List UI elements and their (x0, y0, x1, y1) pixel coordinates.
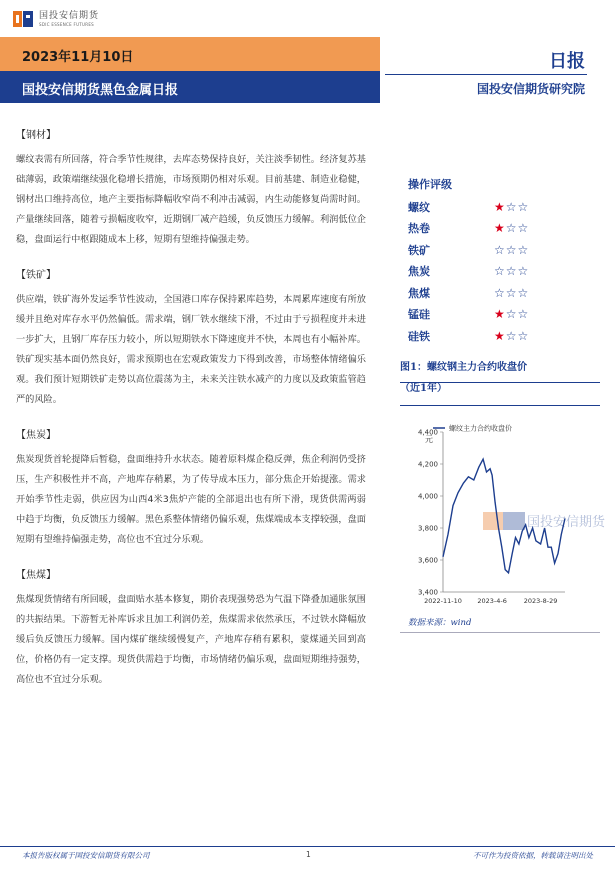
rating-title: 操作评级 (408, 178, 452, 191)
rating-row-iron-ore (408, 239, 583, 261)
data-source: 数据来源：wind (408, 618, 472, 628)
legend-label: 螺纹主力合约收盘价 (449, 424, 512, 433)
section-title: 【焦煤】 (16, 570, 56, 581)
section-body: 焦炭现货首轮提降后暂稳，盘面维持升水状态。随着原料煤企稳反弹，焦企利润仍受挤压，生产积极性并不高，产地库存稍累，为了传导成本压力，部分焦企开始提涨。需求开始季节性走弱，供应因为山西4米3焦炉产能的全部退出也有所下滑，现货供需两弱中趋于均衡，负反馈压力缓解。黑色系整体情绪仍偏乐观，焦煤端成本支撑较强，盘面短期有望维持偏强走势，高位也不宜过分乐观。 (16, 454, 366, 545)
section-coke (16, 426, 366, 550)
company-name-en: SDIC ESSENCE FUTURES (39, 21, 95, 27)
star-filled-icon: ★ (494, 199, 506, 214)
figure-caption-period: （近1年） (400, 383, 447, 394)
rating-name: 铁矿 (408, 243, 430, 257)
rating-stars (494, 329, 529, 343)
rating-name: 螺纹 (408, 200, 430, 214)
section-body: 焦煤现货情绪有所回暖，盘面贴水基本修复，期价表现强势恐为气温下降叠加通胀氛围的共振结果。下游暂无补库诉求且加工利润仍差，焦煤需求依然承压，不过铁水降幅放缓后负反馈压力缓解。国内煤矿继续缓慢复产，产地库存稍有累积，蒙煤通关回到高位，价格仍有一定支撑。现货供需趋于均衡，市场情绪仍偏乐观，盘面短期维持强势，高位也不宜过分乐观。 (16, 594, 366, 685)
source-divider (400, 632, 600, 633)
watermark-text: 国投安信期货 (527, 515, 606, 530)
star-empty-icon: ☆ (517, 264, 530, 279)
rating-stars (494, 243, 529, 257)
star-empty-icon: ☆ (505, 285, 518, 300)
rating-row-silicomanganese (408, 304, 583, 326)
institute-name: 国投安信期货研究院 (476, 82, 585, 96)
x-tick-label: 2023-8-29 (523, 597, 558, 605)
company-logo (12, 9, 99, 29)
star-empty-icon: ☆ (505, 242, 518, 257)
star-empty-icon: ☆ (517, 328, 530, 343)
star-empty-icon: ☆ (517, 285, 530, 300)
star-empty-icon: ☆ (517, 221, 530, 236)
chart-legend (433, 424, 512, 433)
section-title: 【钢材】 (16, 130, 56, 141)
section-body: 螺纹表需有所回落，符合季节性规律，去库态势保持良好，关注淡季韧性。经济复苏基础薄弱，政策端继续强化稳增长措施，市场预期仍相对乐观。目前基建、制造业稳健，钢材出口维持高位，地产主要指标降幅收窄尚不利冲击减弱，内生动能修复尚需时间。产量继续回落，随着亏损幅度收窄，近期钢厂减产趋缓，负反馈压力缓解。利润低位企稳，盘面运行中枢跟随成本上移，短期有望维持偏强走势。 (16, 154, 366, 245)
rating-name: 硅铁 (408, 329, 430, 343)
rebar-price-chart-svg (405, 412, 606, 612)
section-coking-coal (16, 566, 366, 690)
chart-watermark (483, 512, 606, 530)
rating-row-coke (408, 261, 583, 283)
report-subtitle: 国投安信期货黑色金属日报 (22, 83, 179, 98)
star-empty-icon: ☆ (517, 199, 530, 214)
star-empty-icon: ☆ (494, 242, 506, 257)
star-empty-icon: ☆ (505, 199, 518, 214)
page-number: 1 (306, 850, 311, 859)
footer-copyright: 本报告版权属于国投安信期货有限公司 (22, 851, 150, 860)
rebar-price-chart (405, 412, 606, 612)
y-tick-label: 3,400 (417, 588, 438, 597)
rating-name: 焦煤 (408, 286, 430, 300)
star-filled-icon: ★ (494, 221, 506, 236)
y-tick-label: 4,000 (417, 492, 438, 501)
rating-row-rebar (408, 196, 583, 218)
commentary-column (16, 126, 366, 706)
star-empty-icon: ☆ (494, 285, 506, 300)
rating-stars (494, 221, 529, 235)
section-body: 供应端，铁矿海外发运季节性波动，全国港口库存保持累库趋势，本周累库速度有所放缓并且绝对库存水平仍然偏低。需求端，钢厂铁水继续下滑，不过由于亏损程度并未进一步扩大，且钢厂库存压力较小，所以短期铁水下降速度并不快，本周也有小幅补库。铁矿现实基本面仍然良好，需求预期也在宏观政策发力下得到改善，市场整体情绪偏乐观。我们预计短期铁矿走势以高位震荡为主，未来关注铁水减产的力度以及政策监管趋严的风险。 (16, 294, 366, 405)
y-tick-label: 3,600 (417, 556, 438, 565)
rating-row-ferrosilicon (408, 325, 583, 347)
section-rebar (16, 126, 366, 250)
rating-stars (494, 286, 529, 300)
rating-row-coking-coal (408, 282, 583, 304)
x-tick-label: 2022-11-10 (424, 597, 462, 605)
star-empty-icon: ☆ (517, 242, 530, 257)
report-date: 2023年11月10日 (22, 50, 134, 65)
company-logo-icon (12, 9, 34, 29)
x-tick-label: 2023-4-6 (477, 597, 507, 605)
figure-caption-title: 图1：螺纹钢主力合约收盘价 (400, 362, 527, 373)
rating-name: 锰硅 (408, 308, 430, 322)
star-empty-icon: ☆ (494, 264, 506, 279)
figure-caption-divider (400, 382, 600, 383)
star-empty-icon: ☆ (505, 264, 518, 279)
star-empty-icon: ☆ (505, 307, 518, 322)
rating-name: 焦炭 (408, 265, 430, 279)
company-name: 国投安信期货 (39, 10, 100, 21)
rating-stars (494, 307, 529, 321)
footer-disclaimer: 不可作为投资依据，转载请注明出处 (473, 851, 593, 860)
star-filled-icon: ★ (494, 328, 506, 343)
rating-stars (494, 264, 529, 278)
y-tick-label: 4,200 (417, 460, 438, 469)
star-filled-icon: ★ (494, 307, 506, 322)
star-empty-icon: ☆ (505, 221, 518, 236)
operation-rating-panel (408, 176, 583, 347)
section-iron-ore (16, 266, 366, 410)
report-type: 日报 (549, 51, 585, 72)
header-divider (385, 74, 587, 75)
figure-caption (400, 357, 595, 399)
y-tick-label: 4,400 (417, 428, 438, 437)
section-title: 【焦炭】 (16, 430, 56, 441)
rating-name: 热卷 (408, 222, 430, 236)
star-empty-icon: ☆ (517, 307, 530, 322)
y-tick-label: 3,800 (417, 524, 438, 533)
y-axis-label: 元 (425, 435, 433, 444)
star-empty-icon: ☆ (505, 328, 518, 343)
section-title: 【铁矿】 (16, 270, 56, 281)
rating-row-hot-coil (408, 218, 583, 240)
figure-caption-divider (400, 405, 600, 406)
footer-divider (0, 846, 615, 847)
rating-stars (494, 200, 529, 214)
